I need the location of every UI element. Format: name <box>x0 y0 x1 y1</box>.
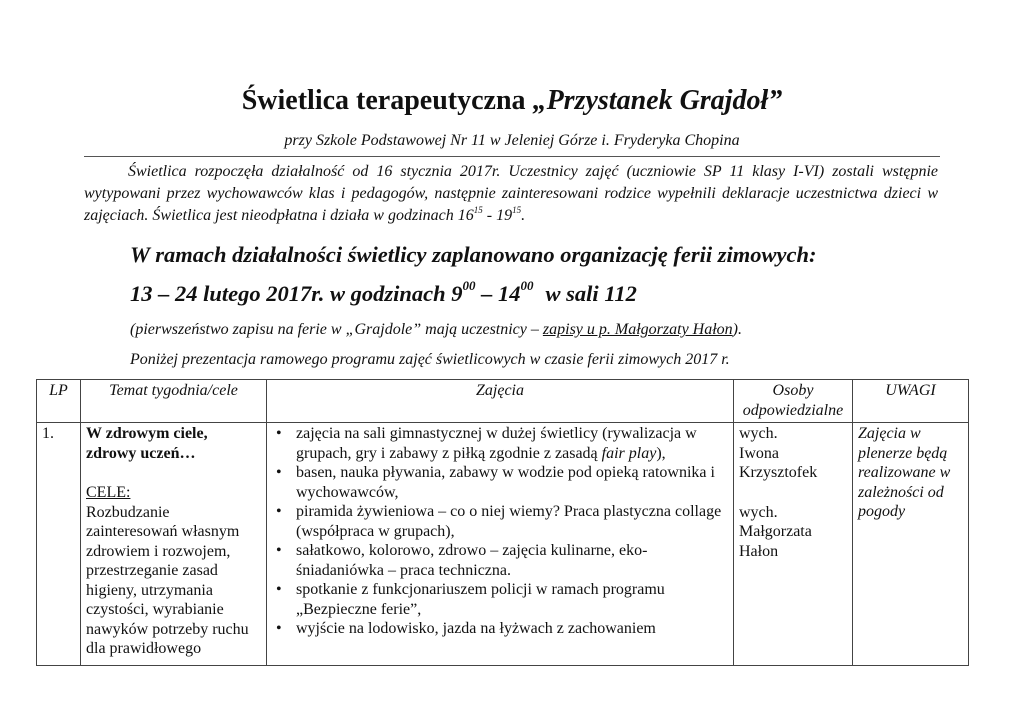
activity-italic: fair play <box>601 444 657 462</box>
list-item: • spotkanie z funkcjonariuszem policji w ramach programu „Bezpieczne ferie”, <box>296 580 728 619</box>
intro-end: . <box>521 207 526 224</box>
intro-text: Świetlica rozpoczęła działalność od 16 stycznia 2017r. Uczestnicy zajęć (uczniowie SP 11 klasy I-VI) zostali wstępnie wytypowani przez wychowawców klas i pedagogów, następnie zainteresowani rodzice wypełnili deklaracje uczestnictwa dzieci w zajęciach. Świetlica jest nieodpłatna i działa w godzinach 16 <box>84 163 938 224</box>
responsible-role-2: wych. <box>739 503 778 521</box>
heading-room: w sali 112 <box>545 281 637 306</box>
title-plain: Świetlica terapeutyczna <box>241 85 533 116</box>
intro-paragraph <box>84 161 938 227</box>
heading-dates <box>130 280 637 308</box>
header-activities: Zajęcia <box>267 380 734 423</box>
activity-text: zajęcia na sali gimnastycznej w dużej świetlicy (rywalizacja w grupach, gry i zabawy z piłką zgodnie z zasadą <box>296 425 697 462</box>
cell-notes: Zajęcia w plenerze będą realizowane w zależności od pogody <box>853 423 969 666</box>
list-item: • sałatkowo, kolorowo, zdrowo – zajęcia kulinarne, eko-śniadaniówka – praca techniczna. <box>296 541 728 580</box>
enrollment-note-after: ). <box>732 321 742 338</box>
intro-mid: - 19 <box>482 207 513 224</box>
document-subtitle: przy Szkole Podstawowej Nr 11 w Jeleniej Górze i. Fryderyka Chopina <box>284 132 740 149</box>
activities-list <box>272 424 728 639</box>
list-item: • wyjście na lodowisko, jazda na łyżwach z zachowaniem <box>296 619 728 639</box>
topic-title: W zdrowym ciele, zdrowy uczeń… <box>86 425 208 462</box>
program-table <box>36 379 969 666</box>
cell-topic <box>81 423 267 666</box>
enrollment-note-before: (pierwszeństwo zapisu na ferie w „Grajdole” mają uczestnicy – <box>130 321 543 338</box>
list-item <box>296 424 728 463</box>
header-responsible: Osoby odpowiedzialne <box>734 380 853 423</box>
list-item: • piramida żywieniowa – co o niej wiemy? Praca plastyczna collage (współpraca w grupach), <box>296 502 728 541</box>
heading-winter-break: W ramach działalności świetlicy zaplanowano organizację ferii zimowych: <box>130 242 817 267</box>
goals-label: CELE: <box>86 484 131 501</box>
responsible-name-1: Iwona Krzysztofek <box>739 444 818 481</box>
goals-text: Rozbudzanie zainteresowań własnym zdrowiem i rozwojem, przestrzeganie zasad higieny, utrzymania czystości, wyrabianie nawyków potrzeby ruchu dla prawidłowego <box>86 503 249 657</box>
responsible-name-2: Małgorzata Hałon <box>739 523 812 560</box>
list-item: • basen, nauka pływania, zabawy w wodzie pod opieką ratownika i wychowawców, <box>296 463 728 502</box>
document-title <box>0 84 1024 118</box>
title-italic: „Przystanek Grajdoł” <box>532 85 783 116</box>
heading-end-sup: 00 <box>520 278 534 293</box>
activity-text-end: ), <box>656 444 666 462</box>
header-topic: Temat tygodnia/cele <box>81 380 267 423</box>
header-notes: UWAGI <box>853 380 969 423</box>
intro-start-sup: 15 <box>473 205 483 215</box>
enrollment-note <box>130 320 742 340</box>
cell-activities <box>267 423 734 666</box>
heading-dash: – 14 <box>475 281 521 306</box>
heading-start-sup: 00 <box>462 278 476 293</box>
intro-end-sup: 15 <box>512 205 522 215</box>
heading-dates-text: 13 – 24 lutego 2017r. w godzinach 9 <box>130 281 463 306</box>
divider-line <box>84 156 940 157</box>
table-header-row <box>37 380 969 423</box>
cell-responsible <box>734 423 853 666</box>
header-lp: LP <box>37 380 81 423</box>
responsible-role-1: wych. <box>739 425 778 442</box>
enrollment-contact: zapisy u p. Małgorzaty Hałon <box>542 321 733 338</box>
program-intro-note: Poniżej prezentacja ramowego programu zajęć świetlicowych w czasie ferii zimowych 2017 r. <box>130 351 730 368</box>
cell-lp: 1. <box>37 423 81 666</box>
table-row <box>37 423 969 666</box>
